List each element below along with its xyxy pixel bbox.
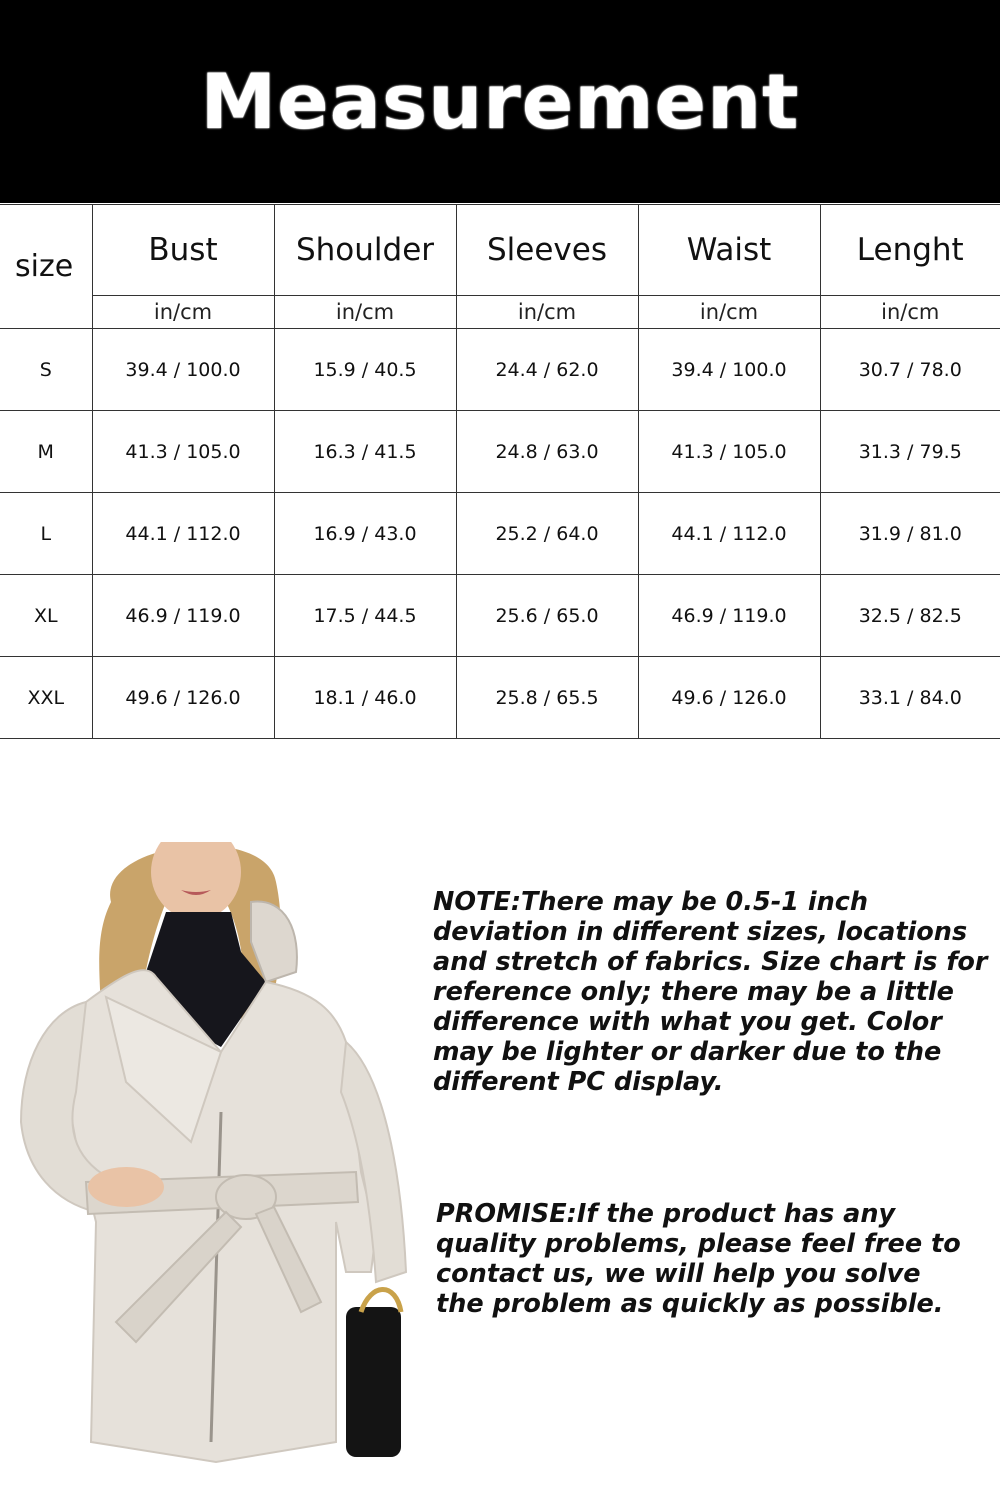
note-line: deviation in different sizes, locations [433, 917, 968, 947]
bust-cell: 46.9 / 119.0 [92, 575, 274, 657]
size-cell: XXL [0, 657, 92, 739]
unit-label: in/cm [274, 296, 456, 329]
column-header-waist: Waist [638, 205, 820, 296]
column-header-bust: Bust [92, 205, 274, 296]
waist-cell: 49.6 / 126.0 [638, 657, 820, 739]
hand [88, 1167, 164, 1207]
promise-text [436, 1199, 996, 1319]
bust-cell: 49.6 / 126.0 [92, 657, 274, 739]
size-chart-table [0, 204, 1000, 739]
note-line: may be lighter or darker due to the [433, 1037, 942, 1067]
table-row [0, 411, 1000, 493]
shoulder-cell: 17.5 / 44.5 [274, 575, 456, 657]
table-row [0, 493, 1000, 575]
bust-cell: 41.3 / 105.0 [92, 411, 274, 493]
unit-row [0, 296, 1000, 329]
shoulder-cell: 16.3 / 41.5 [274, 411, 456, 493]
length-cell: 33.1 / 84.0 [820, 657, 1000, 739]
waist-cell: 44.1 / 112.0 [638, 493, 820, 575]
sleeves-cell: 25.2 / 64.0 [456, 493, 638, 575]
unit-label: in/cm [456, 296, 638, 329]
table-row [0, 657, 1000, 739]
shoulder-cell: 16.9 / 43.0 [274, 493, 456, 575]
waist-cell: 46.9 / 119.0 [638, 575, 820, 657]
promise-line: quality problems, please feel free to [436, 1229, 961, 1259]
column-header-shoulder: Shoulder [274, 205, 456, 296]
unit-label: in/cm [820, 296, 1000, 329]
shoulder-cell: 15.9 / 40.5 [274, 329, 456, 411]
column-header-sleeves: Sleeves [456, 205, 638, 296]
note-text [433, 887, 993, 1097]
note-line: NOTE:There may be 0.5-1 inch [433, 887, 869, 917]
promise-line: contact us, we will help you solve [436, 1259, 921, 1289]
waist-cell: 41.3 / 105.0 [638, 411, 820, 493]
sleeves-cell: 24.4 / 62.0 [456, 329, 638, 411]
bust-cell: 39.4 / 100.0 [92, 329, 274, 411]
unit-label: in/cm [638, 296, 820, 329]
note-line: reference only; there may be a little [433, 977, 954, 1007]
clutch-bag [346, 1307, 401, 1457]
promise-line: PROMISE:If the product has any [436, 1199, 896, 1229]
length-cell: 31.3 / 79.5 [820, 411, 1000, 493]
unit-label: in/cm [92, 296, 274, 329]
bust-cell: 44.1 / 112.0 [92, 493, 274, 575]
table-row [0, 329, 1000, 411]
model-photo [16, 842, 416, 1500]
length-cell: 32.5 / 82.5 [820, 575, 1000, 657]
face [151, 842, 241, 920]
table-header-row [0, 205, 1000, 296]
column-header-length: Lenght [820, 205, 1000, 296]
header-banner [0, 0, 1000, 203]
note-line: and stretch of fabrics. Size chart is for [433, 947, 988, 977]
sleeves-cell: 25.8 / 65.5 [456, 657, 638, 739]
size-cell: M [0, 411, 92, 493]
table-row [0, 575, 1000, 657]
size-cell: XL [0, 575, 92, 657]
note-line: difference with what you get. Color [433, 1007, 942, 1037]
note-line: different PC display. [433, 1067, 724, 1097]
size-cell: S [0, 329, 92, 411]
size-cell: L [0, 493, 92, 575]
page-title: Measurement [200, 57, 800, 146]
coat-illustration [16, 842, 416, 1500]
sleeves-cell: 25.6 / 65.0 [456, 575, 638, 657]
length-cell: 30.7 / 78.0 [820, 329, 1000, 411]
length-cell: 31.9 / 81.0 [820, 493, 1000, 575]
sleeves-cell: 24.8 / 63.0 [456, 411, 638, 493]
waist-cell: 39.4 / 100.0 [638, 329, 820, 411]
promise-line: the problem as quickly as possible. [436, 1289, 944, 1319]
shoulder-cell: 18.1 / 46.0 [274, 657, 456, 739]
size-column-header: size [0, 205, 92, 329]
